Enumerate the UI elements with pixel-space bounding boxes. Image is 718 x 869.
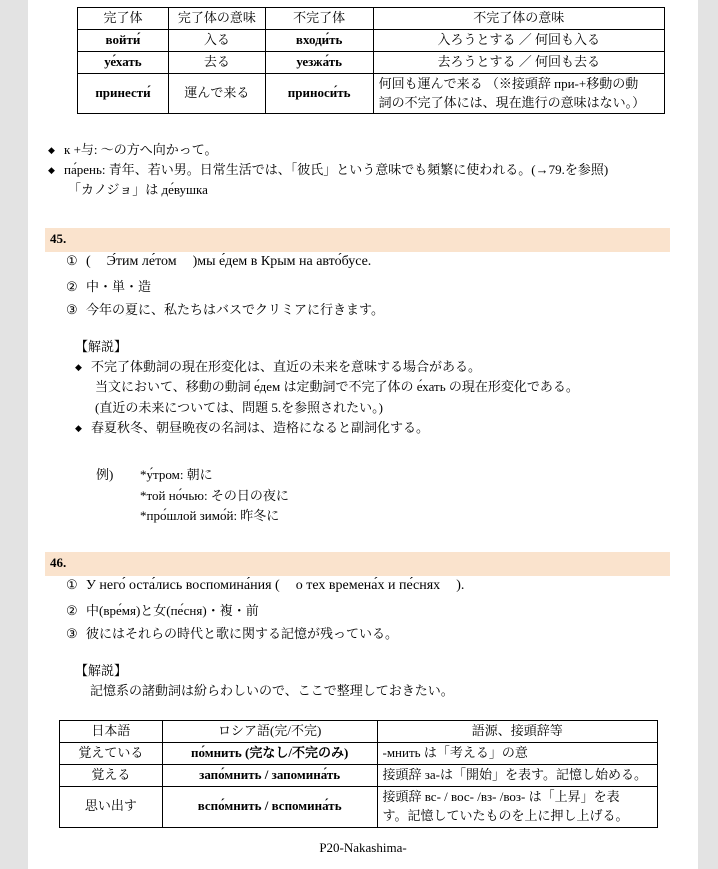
page-footer: P20-Nakashima- [319,840,407,855]
section-bar-45 [45,228,670,252]
kaisetsu-label-46: 【解説】 [75,663,128,678]
kaisetsu-body-45 [75,357,700,438]
answer-marker: ① [66,253,78,268]
kaisetsu-bullet [75,418,700,438]
table-header-cell: 不完了体の意味 [373,8,664,30]
cell-japanese: 覚える [60,765,163,787]
document-page [28,0,698,869]
cell-etymology [377,743,658,765]
diamond-bullet-icon: ◆ [75,362,82,372]
viewer-gutter-left [0,0,28,869]
note-bullet [48,140,688,160]
answer-line [66,600,686,623]
table-header-cell: 日本語 [60,721,163,743]
answer-marker: ③ [66,302,78,317]
kaisetsu-continuation: (直近の未来については、問題 5.を参照されたい。) [95,399,383,415]
cell-imperfective: приноси́ть [265,73,373,114]
kaisetsu-label-45: 【解説】 [75,339,128,354]
answer-line [66,253,686,276]
example-block-45 [96,465,289,527]
answer-text: 今年の夏に、私たちはバスでクリミアに行きます。 [86,302,384,317]
kaisetsu-text: 春夏秋冬、朝昼晩夜の名詞は、造格になると副詞化する。 [91,419,430,435]
table-header-cell: 不完了体 [265,8,373,30]
note-text: к +与: ～の方へ向かって。 [64,142,218,157]
diamond-bullet-icon: ◆ [48,145,55,155]
example-row [96,486,289,507]
viewer-gutter-right [698,0,718,869]
cell-imperfective-meaning: 去ろうとする ／ 何回も去る [373,51,664,73]
table-header-cell: 完了体の意味 [168,8,265,30]
answer-text [86,578,686,594]
table-row [60,765,658,787]
section-number: 46. [50,555,67,570]
cell-perfective: войти́ [78,30,169,52]
cell-russian: запо́мнить / запомина́ть [162,765,377,787]
answer-part: о тех времена́х и пе́снях [295,578,441,593]
section-bar-46 [45,552,670,576]
kaisetsu-text: 不完了体動詞の現在形変化は、直近の未来を意味する場合がある。 [91,359,482,374]
answer-line [66,276,686,299]
kaisetsu-body-46: 記憶系の諸動詞は紛らわしいので、ここで整理しておきたい。 [90,683,454,698]
table-header-row [78,8,665,30]
table-header-cell: ロシア語(完/不完) [162,721,377,743]
table-row [78,51,665,73]
table-row [78,73,665,114]
cell-japanese: 覚えている [60,743,163,765]
aspect-table [77,7,665,114]
answer-marker: ① [66,577,78,592]
cell-perfective-meaning: 運んで来る [168,73,265,114]
cell-perfective-meaning: 去る [168,51,265,73]
answers-45 [66,253,686,322]
diamond-bullet-icon: ◆ [48,165,55,175]
cell-imperfective: уезжа́ть [265,51,373,73]
cell-line: 接頭辞 вс- / вос- /вз- /воз- は「上昇」を表 [382,789,620,804]
answer-line [66,577,686,600]
notes-top [48,140,688,200]
answers-46 [66,577,686,646]
table-header-cell: 完了体 [78,8,169,30]
cell-line: す。記憶していたものを上に押し上げる。 [382,807,629,823]
cell-perfective-meaning: 入る [168,30,265,52]
example-item: *той но́чью: その日の夜に [140,487,289,503]
cell-line: -мнить は「考える」の意 [382,745,528,761]
cell-line: 詞の不完了体には、現在進行の意味はない。） [378,94,646,110]
cell-russian: вспо́мнить / вспомина́ть [162,787,377,828]
answer-line [66,299,686,322]
cell-perfective: принести́ [78,73,169,114]
answer-text: 中(вре́мя)と女(пе́сня)・複・前 [86,603,259,618]
section-number: 45. [50,231,67,246]
example-item: *про́шлой зимо́й: 昨冬に [140,508,280,524]
answer-marker: ③ [66,626,78,641]
cell-etymology [377,787,658,828]
kaisetsu-bullet [75,357,700,377]
cell-imperfective: входи́ть [265,30,373,52]
note-text: па́рень: 青年、若い男。日常生活では、「彼氏」という意味でも頻繁に使われる。(→79.を参照) [64,162,609,177]
cell-perfective: уе́хать [78,51,169,73]
cell-russian: по́мнить (完なし/不完のみ) [162,743,377,765]
answer-part: Э́тим ле́том [106,254,177,269]
answer-marker: ② [66,603,78,618]
answer-part: ). [456,578,465,593]
memory-verbs-table [59,720,658,828]
answer-part: У него́ оста́лись воспомина́ния ( [86,578,280,593]
example-row [96,506,289,527]
note-bullet [48,160,688,180]
kaisetsu-continuation: 当文において、移動の動詞 е́дем は定動詞で不完了体の е́хать の現在形変化である。 [95,379,579,395]
answer-text: 彼にはそれらの時代と歌に関する記憶が残っている。 [86,626,399,641]
example-row [96,465,289,486]
cell-line: 何回も運んで来る （※接頭辞 при-+移動の動 [378,75,639,91]
table-row [60,743,658,765]
note-continuation: 「カノジョ」は де́вушка [68,182,208,197]
table-row [78,30,665,52]
cell-imperfective-meaning: 入ろうとする ／ 何回も入る [373,30,664,52]
cell-imperfective-meaning [373,73,664,114]
example-item: *у́тром: 朝に [140,467,213,482]
example-label: 例) [96,467,114,482]
answer-part: )мы е́дем в Крым на авто́бусе. [192,254,372,269]
answer-part: ( [86,254,91,269]
cell-line: 接頭辞 за-は「開始」を表す。記憶し始める。 [382,767,647,783]
table-header-row [60,721,658,743]
answer-text: 中・単・造 [86,279,152,294]
table-row [60,787,658,828]
answer-text [86,254,686,270]
answer-marker: ② [66,279,78,294]
cell-etymology [377,765,658,787]
cell-japanese: 思い出す [60,787,163,828]
table-header-cell: 語源、接頭辞等 [377,721,658,743]
diamond-bullet-icon: ◆ [75,422,82,433]
answer-line [66,623,686,646]
